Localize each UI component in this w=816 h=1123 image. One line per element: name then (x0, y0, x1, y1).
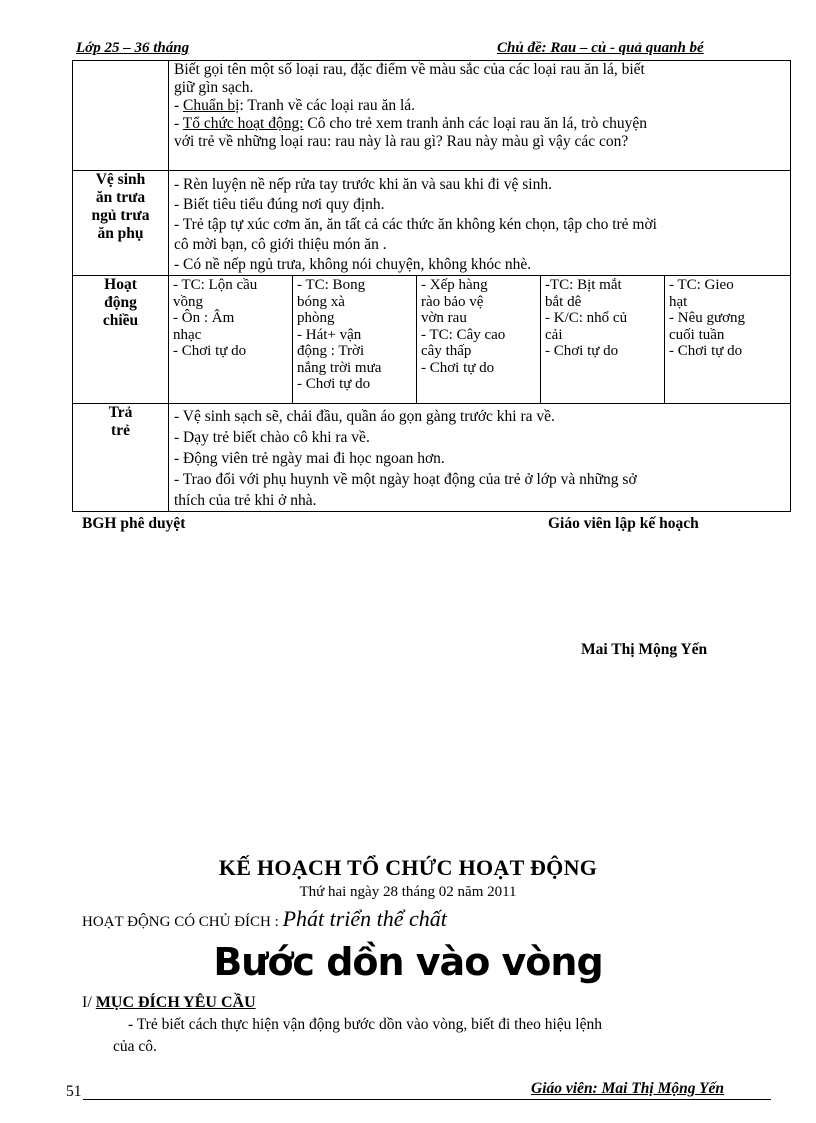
list-item: - Dạy trẻ biết chào cô khi ra về. (174, 429, 370, 446)
section-heading (82, 994, 256, 1012)
footer-rule (83, 1099, 771, 1100)
table-row-afternoon (73, 276, 791, 404)
lesson-description-cell (169, 61, 791, 171)
table-row-pickup (73, 404, 791, 512)
list-item: - Rèn luyện nề nếp rửa tay trước khi ăn và sau khi đi vệ sinh. (174, 176, 552, 193)
lesson-line: giữ gìn sạch. (174, 79, 254, 96)
list-item: - Động viên trẻ ngày mai đi học ngoan hơn. (174, 450, 445, 467)
afternoon-monday-cell: - TC: Lộn cầu vồng - Ôn : Âm nhạc - Chơi tự do (169, 276, 293, 404)
hygiene-cell (169, 171, 791, 276)
signature-right-label: Giáo viên lập kế hoạch (548, 515, 699, 532)
afternoon-thursday-cell: -TC: Bịt mắt bắt dê - K/C: nhổ củ cải - Chơi tự do (541, 276, 665, 404)
pickup-cell (169, 404, 791, 512)
list-item: cô mời bạn, cô giới thiệu món ăn . (174, 236, 387, 253)
org-label: Tổ chức hoạt động: (182, 115, 304, 132)
prep-label: Chuẩn bị (183, 97, 240, 114)
afternoon-friday-cell: - TC: Gieo hạt - Nêu gương cuối tuần - Chơi tự do (665, 276, 791, 404)
org-line: - Tổ chức hoạt động: Cô cho trẻ xem tranh ảnh các loại rau ăn lá, trò chuyện (174, 115, 647, 132)
activity-name: Phát triển thể chất (282, 906, 447, 931)
afternoon-tuesday-cell: - TC: Bong bóng xà phòng - Hát+ vận động : Trời nắng trời mưa - Chơi tự do (293, 276, 417, 404)
table-row-lesson (73, 61, 791, 171)
objective-line: - Trẻ biết cách thực hiện vận động bước dồn vào vòng, biết đi theo hiệu lệnh (128, 1016, 602, 1033)
row-label-empty (73, 61, 169, 171)
section-number: I/ (82, 994, 96, 1011)
lesson-line: Biết gọi tên một số loại rau, đặc điểm về màu sắc của các loại rau ăn lá, biết (174, 61, 645, 78)
prep-text: : Tranh về các loại rau ăn lá. (239, 97, 416, 114)
schedule-table (72, 60, 791, 512)
signature-left-label: BGH phê duyệt (82, 515, 186, 532)
list-item: thích của trẻ khi ở nhà. (174, 492, 317, 509)
lesson-line: với trẻ về những loại rau: rau này là rau gì? Rau này màu gì vậy các con? (174, 133, 629, 150)
activity-line (82, 906, 447, 932)
teacher-signature-name: Mai Thị Mộng Yến (581, 641, 708, 658)
prep-line: - Chuẩn bị: Tranh về các loại rau ăn lá. (174, 97, 416, 114)
plan-date: Thứ hai ngày 28 tháng 02 năm 2011 (299, 884, 517, 900)
header-class-label: Lớp 25 – 36 tháng (76, 40, 190, 56)
afternoon-wednesday-cell: - Xếp hàng rào bảo vệ vờn rau - TC: Cây cao cây thấp - Chơi tự do (417, 276, 541, 404)
list-item: - Có nề nếp ngủ trưa, không nói chuyện, không khóc nhè. (174, 256, 532, 273)
plan-title: KẾ HOẠCH TỔ CHỨC HOẠT ĐỘNG (218, 855, 598, 880)
list-item: - Trao đổi với phụ huynh về một ngày hoạt động của trẻ ở lớp và những sở (174, 471, 637, 488)
activity-prefix: HOẠT ĐỘNG CÓ CHỦ ĐÍCH : (82, 914, 283, 930)
row-label-hygiene: Vệ sinh ăn trưa ngủ trưa ăn phụ (73, 171, 169, 276)
header-topic-label: Chủ đề: Rau – củ - quả quanh bé (497, 40, 704, 56)
org-text: Cô cho trẻ xem tranh ảnh các loại rau ăn lá, trò chuyện (303, 115, 647, 132)
section-title: MỤC ĐÍCH YÊU CẦU (95, 994, 256, 1011)
list-item: - Vệ sinh sạch sẽ, chải đầu, quần áo gọn gàng trước khi ra về. (174, 408, 555, 425)
row-label-afternoon: Hoạt động chiều (73, 276, 169, 404)
list-item: - Trẻ tập tự xúc cơm ăn, ăn tất cả các thức ăn không kén chọn, tập cho trẻ mời (174, 216, 657, 233)
footer-teacher: Giáo viên: Mai Thị Mộng Yến (531, 1080, 725, 1097)
row-label-pickup: Trả trẻ (73, 404, 169, 512)
page-number: 51 (66, 1083, 82, 1100)
lesson-title: Bước dồn vào vòng (213, 940, 603, 984)
objective-line: của cô. (113, 1038, 157, 1055)
list-item: - Biết tiêu tiểu đúng nơi quy định. (174, 196, 385, 213)
table-row-hygiene (73, 171, 791, 276)
